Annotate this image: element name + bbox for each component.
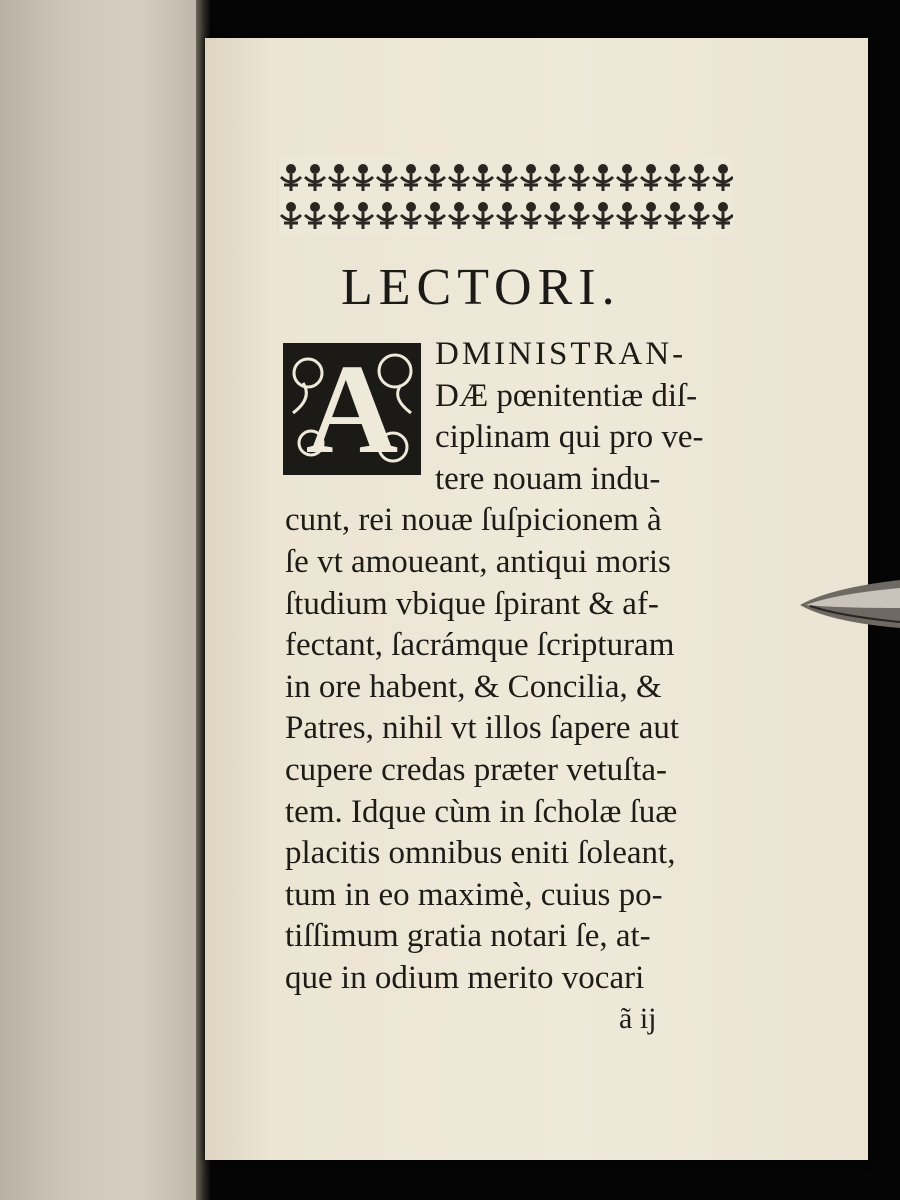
page-heading: LECTORI. xyxy=(341,259,621,316)
text-line: tere nouam indu- xyxy=(435,460,661,497)
text-line: que in odium merito vocari xyxy=(285,959,645,996)
right-page xyxy=(205,38,868,1160)
pointer-blade-icon xyxy=(800,578,900,632)
text-line: fectant, ſacrámque ſcripturam xyxy=(285,627,675,664)
text-line: ciplinam qui pro ve- xyxy=(435,419,704,456)
text-line: DÆ pœnitentiæ diſ- xyxy=(435,377,698,414)
signature-mark: ã ij xyxy=(619,1002,657,1035)
headpiece-ornament xyxy=(279,156,733,234)
text-line: tum in eo maximè, cuius po- xyxy=(285,876,663,913)
drop-cap-letter: A xyxy=(305,338,399,480)
text-line: placitis omnibus eniti ſoleant, xyxy=(285,835,676,872)
text-line: ſe vt amoueant, antiqui moris xyxy=(285,543,671,580)
text-line: tiſſimum gratia notari ſe, at- xyxy=(285,918,651,955)
left-page xyxy=(0,0,202,1200)
text-line: cunt, rei nouæ ſuſpicionem à xyxy=(285,502,662,539)
text-block xyxy=(285,334,755,1000)
text-line: in ore habent, & Concilia, & xyxy=(285,668,662,705)
text-line: DMINISTRAN- xyxy=(435,336,687,372)
text-line: ſtudium vbique ſpirant & af- xyxy=(285,585,659,622)
text-line: cupere credas præter vetuſta- xyxy=(285,751,668,788)
text-line: Patres, nihil vt illos ſapere aut xyxy=(285,710,680,747)
text-line: tem. Idque cùm in ſcholæ ſuæ xyxy=(285,793,678,830)
